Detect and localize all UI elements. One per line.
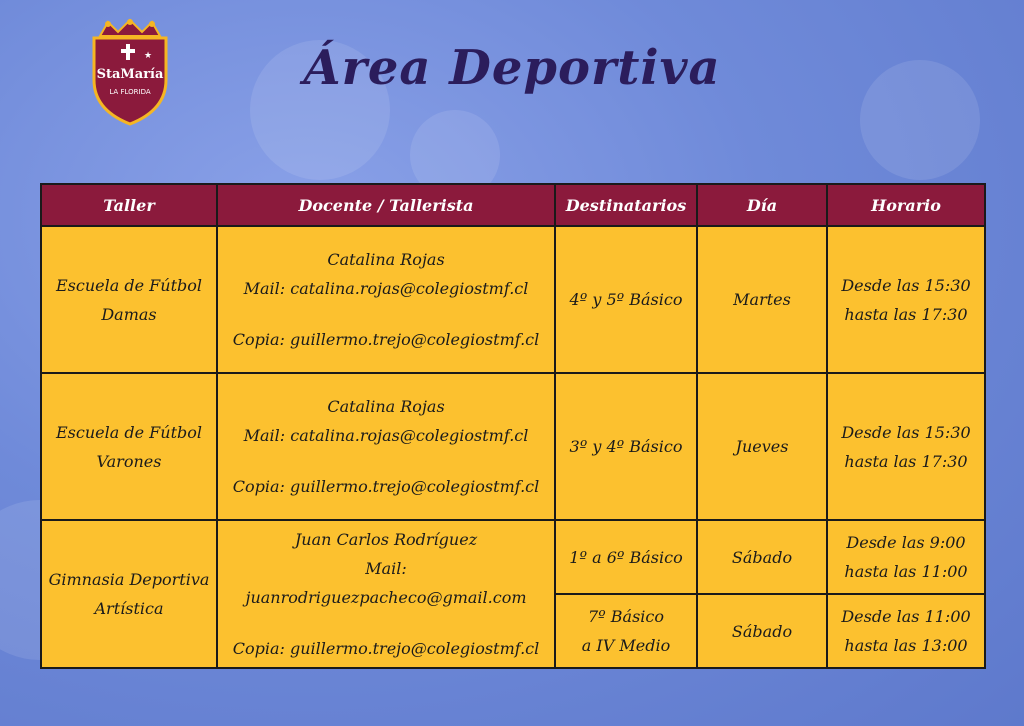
docente-cell bbox=[217, 373, 555, 520]
docente-mail: Mail: catalina.rojas@colegiostmf.cl bbox=[243, 279, 529, 298]
table-header-row bbox=[41, 184, 985, 226]
svg-text:★: ★ bbox=[144, 51, 153, 61]
dia-cell: Sábado bbox=[697, 594, 827, 668]
dia-cell: Martes bbox=[697, 226, 827, 373]
destinatarios-cell: 3º y 4º Básico bbox=[555, 373, 697, 520]
horario-cell: Desde las 11:00 hasta las 13:00 bbox=[827, 594, 985, 668]
docente-name: Juan Carlos Rodríguez bbox=[294, 530, 478, 549]
destinatarios-cell: 7º Básico a IV Medio bbox=[555, 594, 697, 668]
dia-cell: Sábado bbox=[697, 520, 827, 594]
dia-cell: Jueves bbox=[697, 373, 827, 520]
docente-mail: Mail: catalina.rojas@colegiostmf.cl bbox=[243, 426, 529, 445]
docente-copia: Copia: guillermo.trejo@colegiostmf.cl bbox=[232, 477, 540, 496]
taller-cell: Gimnasia Deportiva Artística bbox=[41, 520, 217, 668]
taller-cell: Escuela de Fútbol Damas bbox=[41, 226, 217, 373]
taller-cell: Escuela de Fútbol Varones bbox=[41, 373, 217, 520]
docente-name: Catalina Rojas bbox=[327, 250, 445, 269]
docente-mail: Mail: juanrodriguezpacheco@gmail.com bbox=[245, 559, 527, 607]
logo-subtitle: LA FLORIDA bbox=[109, 88, 151, 96]
page-title: Área Deportiva bbox=[303, 40, 721, 96]
docente-cell bbox=[217, 226, 555, 373]
table-row bbox=[41, 226, 985, 373]
column-header-docente: Docente / Tallerista bbox=[217, 184, 555, 226]
column-header-horario: Horario bbox=[827, 184, 985, 226]
destinatarios-cell: 1º a 6º Básico bbox=[555, 520, 697, 594]
horario-cell: Desde las 15:30 hasta las 17:30 bbox=[827, 373, 985, 520]
schedule-table bbox=[40, 183, 986, 669]
column-header-destinatarios: Destinatarios bbox=[555, 184, 697, 226]
column-header-taller: Taller bbox=[41, 184, 217, 226]
logo-name: StaMaría bbox=[96, 67, 164, 82]
horario-cell: Desde las 9:00 hasta las 11:00 bbox=[827, 520, 985, 594]
docente-copia: Copia: guillermo.trejo@colegiostmf.cl bbox=[232, 330, 540, 349]
table-row bbox=[41, 373, 985, 520]
docente-name: Catalina Rojas bbox=[327, 397, 445, 416]
column-header-dia: Día bbox=[697, 184, 827, 226]
table-row bbox=[41, 520, 985, 594]
docente-copia: Copia: guillermo.trejo@colegiostmf.cl bbox=[232, 639, 540, 658]
docente-cell bbox=[217, 520, 555, 668]
horario-cell: Desde las 15:30 hasta las 17:30 bbox=[827, 226, 985, 373]
destinatarios-cell: 4º y 5º Básico bbox=[555, 226, 697, 373]
